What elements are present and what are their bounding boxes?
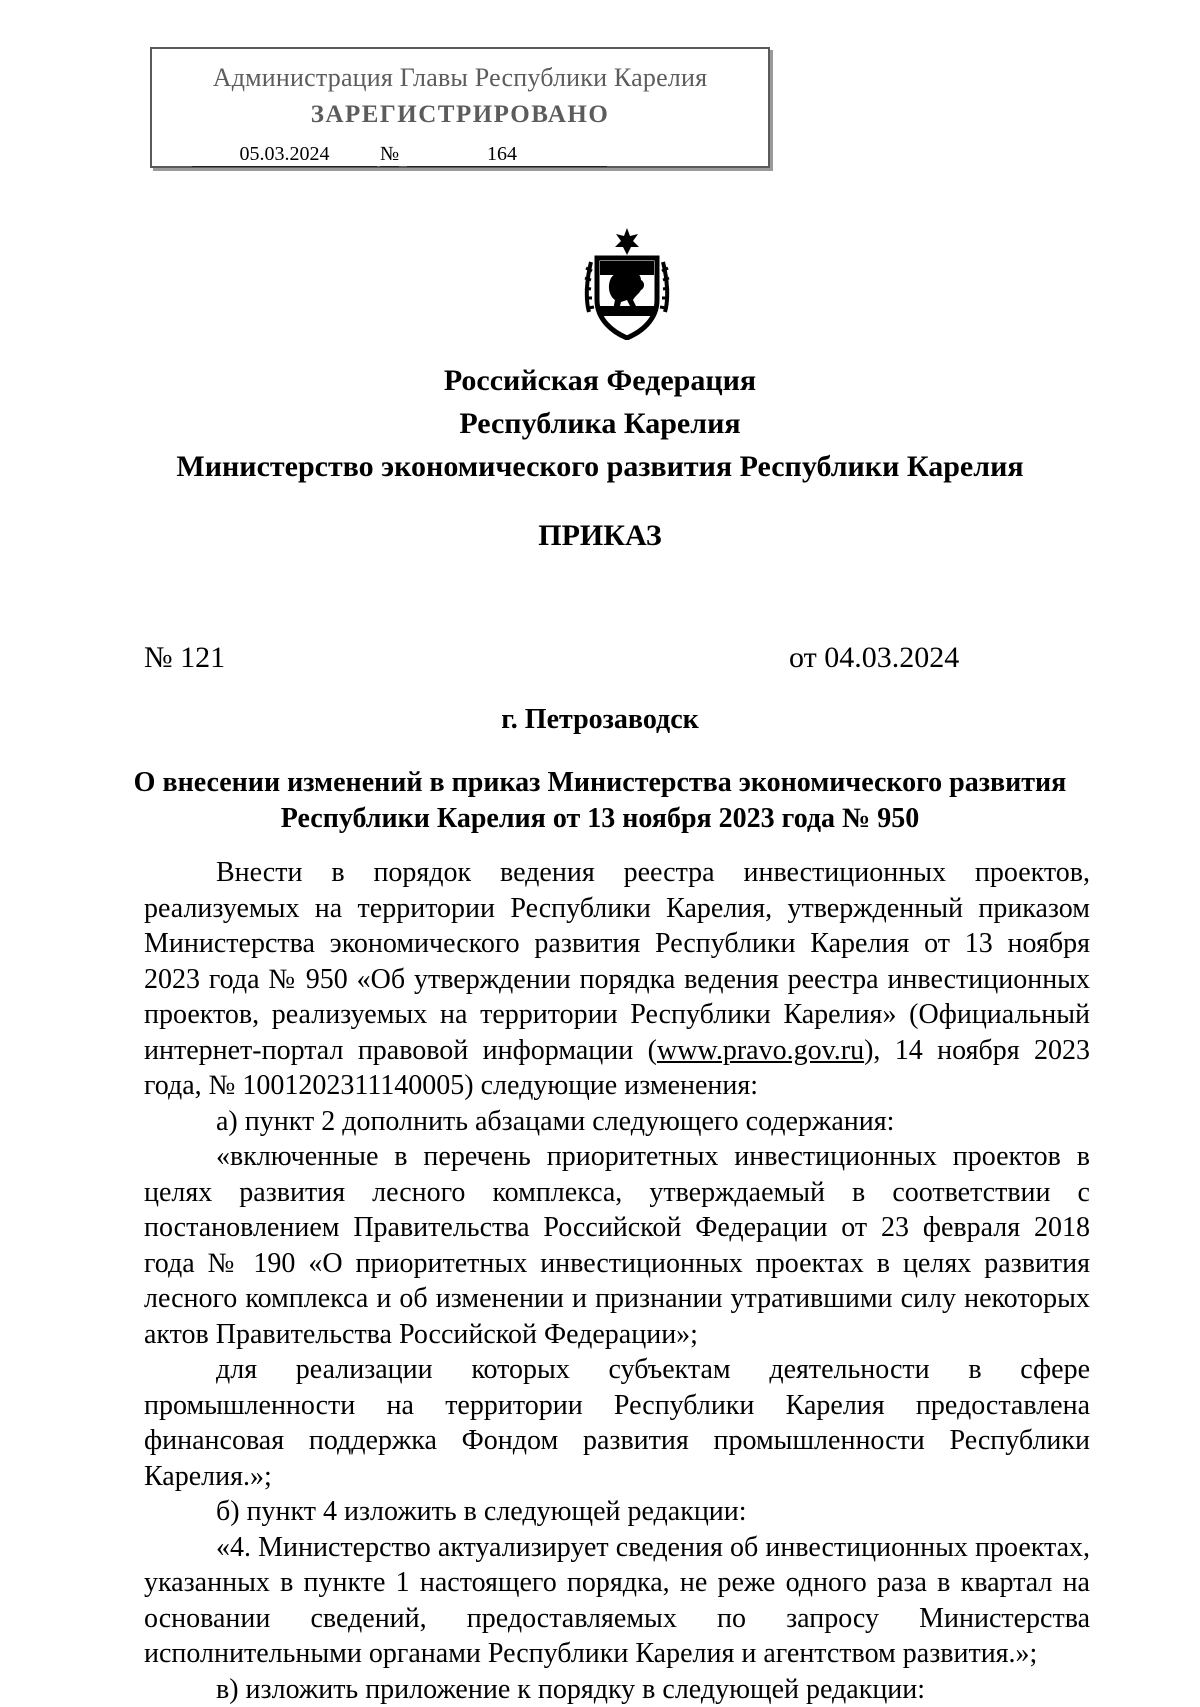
stamp-number: 164 (407, 142, 607, 167)
header-region: Республика Карелия (0, 407, 1200, 441)
header-country: Российская Федерация (0, 364, 1200, 398)
subject-line-2: Республики Карелия от 13 ноября 2023 года № 950 (0, 803, 1200, 835)
paragraph-intro-text: Внести в порядок ведения реестра инвестиционных проектов, реализуемых на территории Республики Карелия, утвержденный приказом Министерства экономического развития Республики Карелия от 13 ноября 2023 года № 950 «Об утверждении порядка ведения реестра инвестиционных проектов, реализуемых на территории Республики Карелия» (Официальный интернет-портал правовой информации ( (144, 857, 1090, 1066)
stamp-number-label: № (380, 142, 399, 167)
pravo-gov-link[interactable]: www.pravo.gov.ru (657, 1035, 864, 1066)
order-city: г. Петрозаводск (0, 704, 1200, 736)
stamp-date: 05.03.2024 (192, 142, 377, 167)
subject-line-1: О внесении изменений в приказ Министерства экономического развития (0, 767, 1200, 799)
order-number: № 121 (144, 641, 225, 675)
paragraph-item-b: б) пункт 4 изложить в следующей редакции: (144, 1494, 1090, 1530)
paragraph-intro-tail: ), 14 ноября 2023 года, № 1001202311140005) следующие изменения: (144, 1035, 1090, 1102)
header-ministry: Министерство экономического развития Республики Карелия (0, 450, 1200, 484)
order-date: от 04.03.2024 (789, 641, 959, 675)
document-body (144, 855, 1090, 1707)
paragraph-quote-1: «включенные в перечень приоритетных инвестиционных проектов в целях развития лесного комплекса, утверждаемый в соответствии с постановлением Правительства Российской Федерации от 23 февраля 2018 года № 190 «О приоритетных инвестиционных проектах в целях развития лесного комплекса и об изменении и признании утратившими силу некоторых актов Правительства Российской Федерации»; (144, 1139, 1090, 1352)
karelia-coat-of-arms-icon (583, 228, 671, 340)
paragraph-quote-3: «4. Министерство актуализирует сведения об инвестиционных проектах, указанных в пункте 1 настоящего порядка, не реже одного раза в квартал на основании сведений, предоставляемых по запросу Министерства исполнительными органами Республики Карелия и агентством развития.»; (144, 1530, 1090, 1672)
stamp-administration: Администрация Главы Республики Карелия (152, 63, 768, 93)
document-type: ПРИКАЗ (0, 519, 1200, 553)
stamp-registered: ЗАРЕГИСТРИРОВАНО (152, 101, 768, 129)
paragraph-intro (144, 855, 1090, 1104)
paragraph-item-a: а) пункт 2 дополнить абзацами следующего содержания: (144, 1104, 1090, 1140)
paragraph-quote-2: для реализации которых субъектам деятельности в сфере промышленности на территории Республики Карелия предоставлена финансовая поддержка Фондом развития промышленности Республики Карелия.»; (144, 1352, 1090, 1494)
paragraph-item-c: в) изложить приложение к порядку в следующей редакции: (144, 1672, 1090, 1707)
registration-stamp (150, 47, 770, 168)
